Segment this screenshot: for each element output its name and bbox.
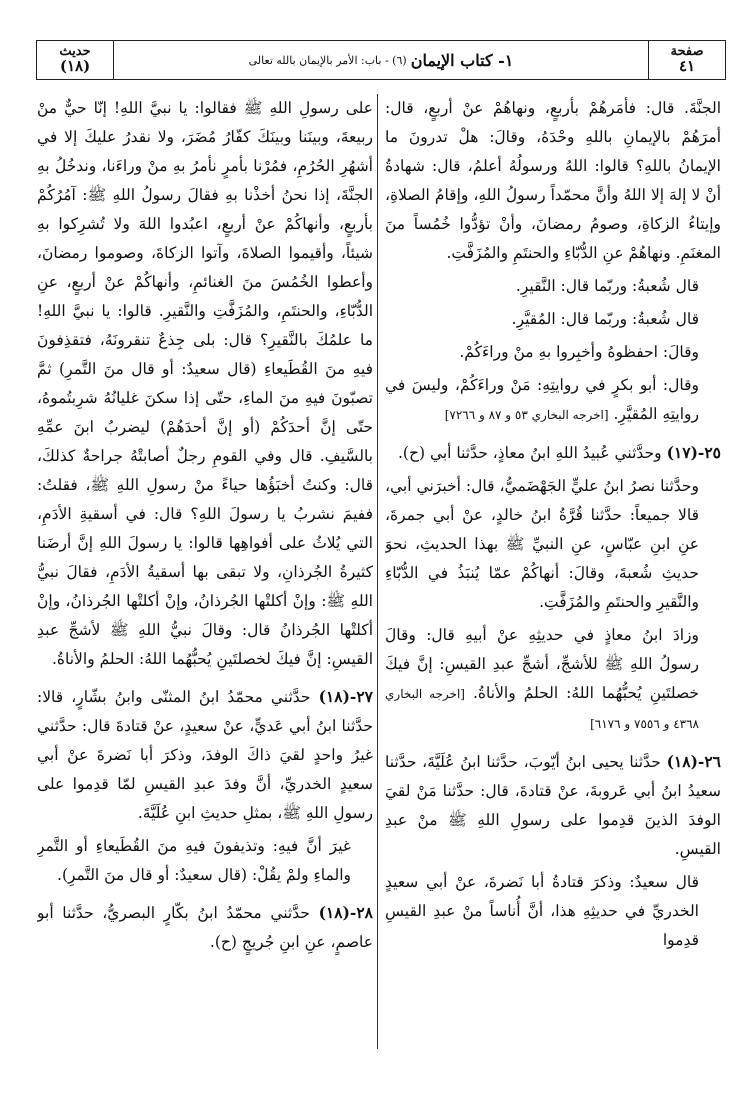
hadith-number-box <box>37 41 114 79</box>
paragraph-text: على رسولِ اللهِ ﷺ فقالوا: يا نبيَّ اللهِ! إنّا حيٌّ منْ ربيعةَ، وبينَنا وبينَكَ كفّارُ مُضَرَ، ولا نقدرُ عليكَ إلا في أشهُرِ الحُرُمِ، فمُرْنا بأمرٍ نأمرُ بهِ منْ وراءَنا، وندخُلُ بهِ الجنَّةَ، إذا نحنُ أخذْنا بهِ فقالَ رسولُ اللهِ ﷺ: آمُرُكُمْ بأربعٍ، وأنهاكُمْ عنْ أربعٍ، اعبُدوا اللهَ ولا تُشرِكوا بهِ شيئاً، وأقيموا الصلاةَ، وآتوا الزكاةَ، وصوموا رمضانَ، وأعطوا الخُمُسَ منَ الغنائمِ، وأنهاكُمْ عنْ أربعٍ، عنِ الدُّبّاءِ، والحنتَمِ، والمُزَفَّتِ والنَّقيرِ. قالوا: يا نبيَّ اللهِ! ما علمُكَ بالنَّقيرِ؟ قال: بلى جِذعٌ تنقرونَهُ، فتقذِفونَ فيهِ منَ القُطَيعاءِ (قال سعيدٌ: أو قال منَ التَّمرِ) ثمَّ تصبّونَ فيهِ منَ الماءِ، حتّى إذا سكنَ غليانُهُ شرِبتُموهُ، حتّى إنَّ أحدَكُمْ (أو إنَّ أحدَهُمْ) ليضربُ ابنَ عمِّهِ بالسَّيفِ. قال وفي القومِ رجلٌ أصابتْهُ جراحةٌ كذلكَ، قال: وكنتُ أخبَؤُها حياءً منْ رسولِ اللهِ ﷺ، فقلتُ: ففيمَ نشربُ يا رسولَ اللهِ؟ قال: في أسقيةِ الأدَمِ، التي يُلاثُ على أفواهِها قالوا: يا رسولَ اللهِ إنَّ أرضَنا كثيرةُ الجُرذانِ، ولا تبقى بها أسقيةُ الأدَمِ، فقالَ نبيُّ اللهِ ﷺ: وإنْ أكلتْها الجُرذانُ، وإنْ أكلتْها الجُرذانُ، وإنْ أكلتْها الجُرذانُ قال: وقالَ نبيُّ اللهِ ﷺ لأشجِّ عبدِ القيسِ: إنَّ فيكَ لخصلتَينِ يُحبُّهُما اللهُ: الحلمُ والأناةُ. <box>37 99 373 668</box>
hadith-index: ٢٧-(١٨) <box>318 687 373 706</box>
right-column <box>385 94 721 1054</box>
paragraph-text: قال شُعبةُ: وربّما قال: المُقيَّرِ. <box>511 310 699 328</box>
page-header <box>36 40 726 80</box>
paragraph <box>385 472 721 617</box>
paragraph <box>385 338 721 367</box>
paragraph-text: وقالَ: احفظوهُ وأخبِروا بهِ منْ وراءَكُمْ. <box>459 343 699 361</box>
paragraph-text: قال شُعبةُ: وربّما قال: النَّقيرِ. <box>515 277 699 295</box>
takhrij-reference: [اخرجه البخاري ٥٣ و ٨٧ و ٧٢٦٦] <box>444 408 609 422</box>
paragraph <box>37 94 373 674</box>
paragraph <box>37 832 373 890</box>
left-column <box>37 94 373 1054</box>
hadith-paragraph <box>37 898 373 957</box>
paragraph-text: حدَّثني محمّدُ ابنُ بكّارٍ البصريُّ، حدَّثنا أبو عاصمٍ، عنِ ابنِ جُريجٍ (ح). <box>37 904 373 951</box>
paragraph <box>385 868 721 955</box>
page-number: ٤١ <box>678 56 696 75</box>
paragraph-text: الجنَّةَ. قال: فأمَرهُمْ بأربعٍ، ونهاهُمْ عنْ أربعٍ، قال: أمرَهُمْ بالإيمانِ باللهِ وحْدَهُ، وقالَ: هلْ تدرونَ ما الإيمانُ باللهِ؟ قالوا: اللهُ ورسولُهُ أعلمُ، قال: شهادةُ أنْ لا إلهَ إلا اللهُ وأنَّ محمّداً رسولُ اللهِ، وإقامُ الصلاةِ، وإيتاءُ الزكاةِ، وصومُ رمضانَ، وأنْ تؤدُّوا خُمُساً منَ المغنَمِ. ونهاهُمْ عنِ الدُّبّاءِ والحنتَمِ والمُزَفَّتِ. <box>385 99 721 262</box>
paragraph-text: غيرَ أنَّ فيهِ: وتذيفونَ فيهِ منَ القُطَيعاءِ أو التَّمرِ والماءِ ولمْ يقُلْ: (قال سعيدٌ: أو قال منَ التَّمرِ). <box>37 837 351 884</box>
hadith-paragraph <box>37 682 373 828</box>
hadith-label: حديث <box>59 44 91 60</box>
running-title <box>114 41 648 79</box>
hadith-index: ٢٥-(١٧) <box>666 443 721 462</box>
paragraph-text: وقال: أبو بكرٍ في روايتِهِ: مَنْ وراءَكُمْ، وليسَ في روايتِهِ المُقيَّرِ. <box>385 376 699 423</box>
paragraph-text: قال سعيدٌ: وذكرَ قتادةُ أبا نَضرةَ، عنْ أبي سعيدٍ الخدريِّ في حديثِهِ هذا، أنَّ أُناساً منْ عبدِ القيسِ قدِموا <box>385 873 699 949</box>
hadith-index: ٢٨-(١٨) <box>318 903 373 922</box>
paragraph-text: حدَّثني محمّدُ ابنُ المثنّى وابنُ بشّارٍ، قالا: حدَّثنا ابنُ أبي عَديٍّ، عنْ سعيدٍ، عنْ قتادةَ قال: حدَّثني غيرُ واحدٍ لقيَ ذاكَ الوفدَ، وذكرَ أبا نَضرةَ عنْ أبي سعيدٍ الخدريِّ، أنَّ وفدَ عبدِ القيسِ لمّا قدِموا على رسولِ اللهِ ﷺ، بمثلِ حديثِ ابنِ عُلَيَّةَ. <box>37 688 373 822</box>
hadith-paragraph <box>385 438 721 468</box>
page-number-box <box>648 41 725 79</box>
column-divider <box>377 94 378 1049</box>
takhrij-reference: [اخرجه البخاري ٤٣٦٨ و ٧٥٥٦ و ٦١٧٦] <box>385 687 699 731</box>
paragraph <box>385 272 721 301</box>
hadith-number: (١٨) <box>59 56 91 75</box>
hadith-index: ٢٦-(١٨) <box>666 752 721 771</box>
paragraph <box>385 621 721 739</box>
paragraph-text: حدَّثنا يحيى ابنُ أيّوبَ، حدَّثنا ابنُ عُلَيَّةَ، حدَّثنا سعيدُ ابنُ أبي عَروبةَ، عنْ قتادةَ، قال: حدَّثنا مَنْ لقيَ الوفدَ الذينَ قدِموا على رسولِ اللهِ ﷺ منْ عبدِ القيسِ. <box>385 753 721 858</box>
paragraph <box>385 371 721 430</box>
paragraph-text: وحدَّثني عُبيدُ اللهِ ابنُ معاذٍ، حدَّثنا أبي (ح). <box>397 444 662 462</box>
book-title: ١- كتاب الإيمان <box>410 50 514 70</box>
paragraph <box>385 305 721 334</box>
chapter-title: (٦) - باب: الأمر بالإيمان بالله تعالى <box>248 53 407 67</box>
hadith-paragraph <box>385 747 721 864</box>
paragraph-text: وزادَ ابنُ معاذٍ في حديثِهِ عنْ أبيهِ قال: وقالَ رسولُ اللهِ ﷺ للأشجِّ، أشجِّ عبدِ القيسِ: إنَّ فيكَ خصلتَينِ يُحبُّهُما اللهُ: الحلمُ والأناةُ. <box>385 626 700 702</box>
paragraph <box>385 94 721 268</box>
page-label: صفحة <box>670 44 704 60</box>
paragraph-text: وحدَّثنا نصرُ ابنُ عليٍّ الجَهْضَميُّ، قال: أخبرَني أبي، قالا جميعاً: حدَّثنا قُرَّةُ ابنُ خالدٍ، عنْ أبي جمرةَ، عنِ ابنِ عبّاسٍ، عنِ النبيِّ ﷺ بهذا الحديثِ، نحوَ حديثِ شُعبةَ، وقالَ: أنهاكُمْ عمّا يُنبَذُ في الدُّبّاءِ والنَّقيرِ والحنتَمِ والمُزَفَّتِ. <box>385 477 699 611</box>
